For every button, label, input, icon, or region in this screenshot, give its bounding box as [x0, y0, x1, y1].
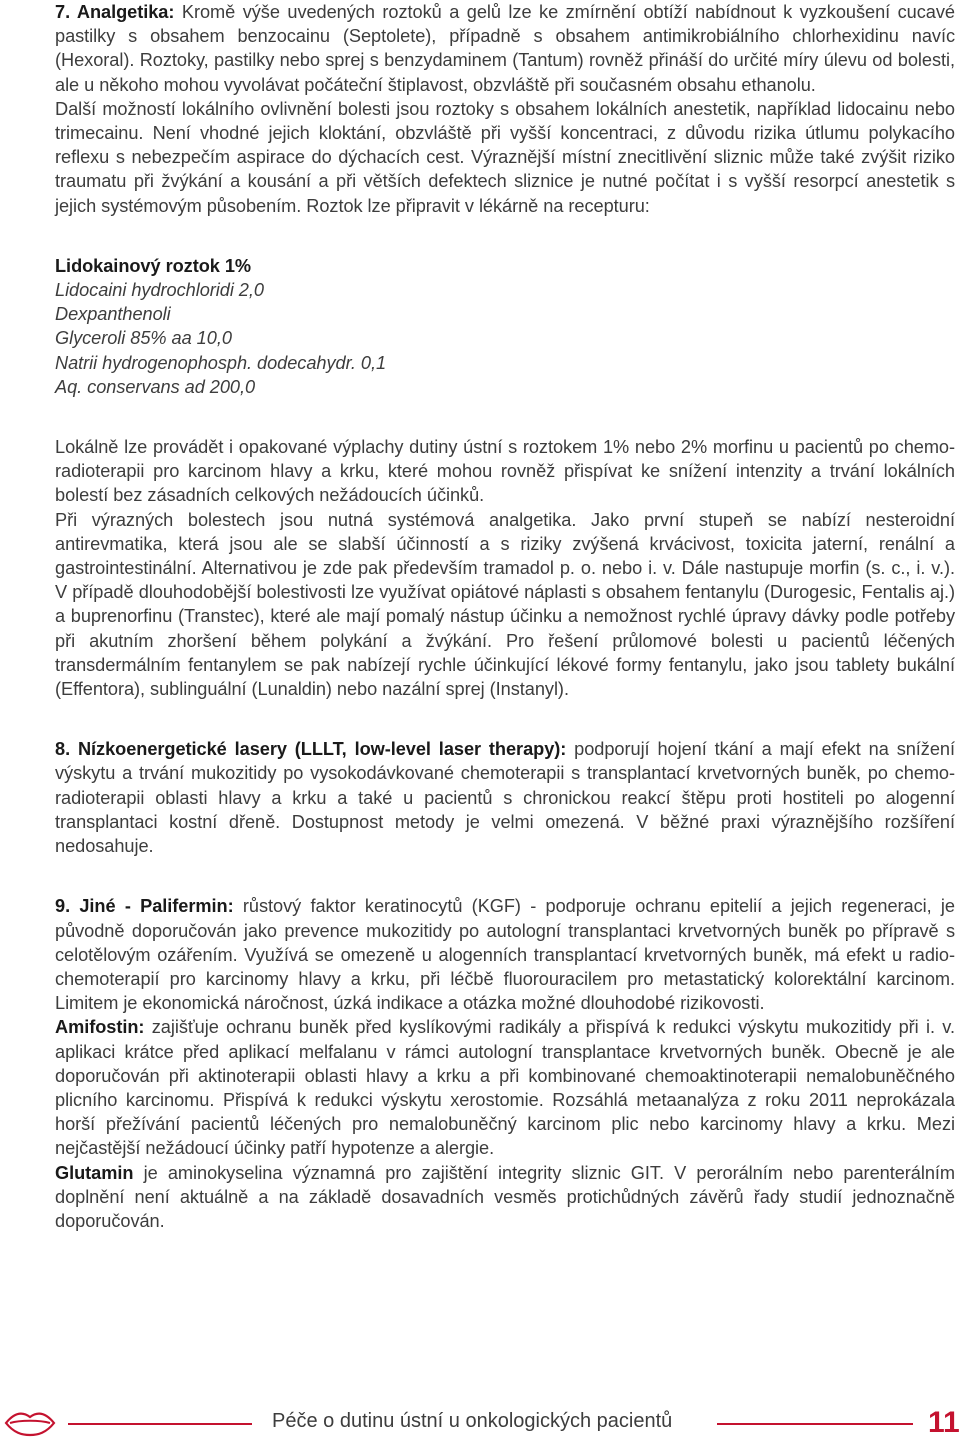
section-7-heading: 7. Analgetika:	[55, 2, 175, 22]
document-page	[55, 0, 955, 1233]
amifostin-label: Amifostin:	[55, 1017, 145, 1038]
section-7-para-4: Při výrazných bolestech jsou nutná systémová analgetika. Jako první stupeň se nabízí nesteroidní antirevmatika, která jsou ale se slabší účinností a s riziky zvýšená krvácivost, toxicita jaterní, renální a gastrointestinální. Alternativou je zde pak především tramadol p. o. nebo i. v. Dále nastupuje morfin (s. c., i. v.). V případě dlouhodobější bolestivosti lze využívat opiátové náplasti s obsahem fentanylu (Durogesic, Fentalis aj.) a buprenorfinu (Transtec), které ale mají pomalý nástup účinku a nemožnost rychlé úpravy dávky podle potřeby při akutním zhoršení během polykání a žvýkání. Pro řešení průlomové bolesti u pacientů léčených transdermálním fentanylem se pak nabízejí rychle účinkující lékové formy fentanylu, jako jsou tablety bukální (Effentora), sublinguální (Lunaldin) nebo nazální sprej (Instanyl).	[55, 509, 955, 700]
section-7-text-1: Kromě výše uvedených roztoků a gelů lze ke zmírnění obtíží nabídnout k vyzkoušení cucavé pastilky s obsahem benzocainu (Septolete), případně s obsahem antimikrobiálního chlorhexidinu navíc (Hexoral). Roztoky, pastilky nebo sprej s benzydaminem (Tantum) rovněž přináší do určité míry úlevu od bolesti, ale u někoho mohou vyvolávat počáteční štiplavost, obzvláště při současném obsahu ethanolu.	[55, 2, 955, 95]
recipe-line: Dexpanthenoli	[55, 304, 171, 325]
section-8-text: podporují hojení tkání a mají efekt na snížení výskytu a trvání mukozitidy po vysokodávkované chemoterapii s transplantací krvetvorných buněk, po chemo-radioterapii oblasti hlavy a krku a také u pacientů s chronickou reakcí štěpu proti hostiteli po alogenní transplantaci kostní dřeně. Dostupnost metody je velmi omezená. V běžné praxi výraznějšího rozšíření nedosahuje.	[55, 739, 955, 857]
section-7-para-2: Další možností lokálního ovlivnění bolesti jsou roztoky s obsahem lokálních anestetik, například lidocainu nebo trimecainu. Není vhodné jejich kloktání, obzvláště při vyšší koncentraci, z důvodu rizika útlumu polykacího reflexu s nebezpečím aspirace do dýchacích cest. Výraznější místní znecitlivění sliznic může také zvýšit riziko traumatu při žvýkání a kousání a při větších defektech sliznice je nutné počítat i s vyšší resorpcí anestetik s jejich systémovým působením. Roztok lze připravit v lékárně na recepturu:	[55, 98, 955, 216]
glutamin-para	[55, 1161, 955, 1234]
lips-icon	[4, 1408, 56, 1438]
glutamin-label: Glutamin	[55, 1162, 134, 1183]
recipe-line: Lidocaini hydrochloridi 2,0	[55, 280, 264, 301]
page-number: 11	[928, 1406, 960, 1439]
glutamin-text: je aminokyselina významná pro zajištění integrity sliznic GIT. V perorálním nebo parenterálním doplnění není aktuálně a na základě dosavadních vesměs protichůdných závěrů řady studií jednoznačně doporučován.	[55, 1162, 955, 1231]
footer-rule-left	[68, 1423, 252, 1425]
recipe-line: Glyceroli 85% aa 10,0	[55, 328, 232, 349]
section-8-heading: 8. Nízkoenergetické lasery (LLLT, low-level laser therapy):	[55, 739, 567, 760]
footer-rule-right	[717, 1423, 913, 1425]
section-7-para-1	[55, 0, 955, 97]
section-9-heading: 9. Jiné - Palifermin:	[55, 896, 234, 917]
page-footer	[0, 1400, 960, 1443]
amifostin-text: zajišťuje ochranu buněk před kyslíkovými radikály a přispívá k redukci výskytu mukozitidy při i. v. aplikaci krátce před aplikací melfalanu v rámci autologní transplantace krvetvorných buněk. Obecně je ale doporučován při aktinoterapii oblasti hlavy a krku a při kombinované chemoaktinoterapii nemalobuněčného plicního karcinomu. Přispívá k redukci výskytu xerostomie. Rozsáhlá metaanalýza z roku 2011 neprokázala horší přežívání pacientů léčených pro nemalobuněčný karcinom plic nebo karcinomy hlavy a krku. Mezi nejčastější nežádoucí účinky patří hypotenze a alergie.	[55, 1017, 955, 1159]
section-9-text: růstový faktor keratinocytů (KGF) - podporuje ochranu epitelií a jejich regeneraci, je původně doporučován jako prevence mukozitidy po autologní transplantaci krvetvorných buněk po přípravě s celotělovým ozářením. Využívá se omezeně u alogenních transplantací krvetvorných buněk, má efekt u radio-chemoterapií pro karcinomy hlavy a krku, při léčbě fluorouracilem pro metastatický kolorektální karcinom. Limitem je ekonomická náročnost, úzká indikace a otázka možné dlouhodobé rizikovosti.	[55, 896, 955, 1014]
amifostin-para	[55, 1015, 955, 1160]
recipe-line: Natrii hydrogenophosph. dodecahydr. 0,1	[55, 352, 387, 373]
section-8-para	[55, 737, 955, 858]
recipe-block	[55, 254, 955, 399]
footer-title: Péče o dutinu ústní u onkologických pacientů	[272, 1410, 673, 1432]
recipe-line: Aq. conservans ad 200,0	[55, 376, 256, 397]
section-7-para-3: Lokálně lze provádět i opakované výplachy dutiny ústní s roztokem 1% nebo 2% morfinu u pacientů po chemo-radioterapii pro karcinom hlavy a krku, které mohou rovněž přispívat ke snížení intenzity a trvání lokálních bolestí bez zásadních celkových nežádoucích účinků.	[55, 437, 955, 506]
section-9-para	[55, 894, 955, 1015]
recipe-title: Lidokainový roztok 1%	[55, 255, 252, 276]
